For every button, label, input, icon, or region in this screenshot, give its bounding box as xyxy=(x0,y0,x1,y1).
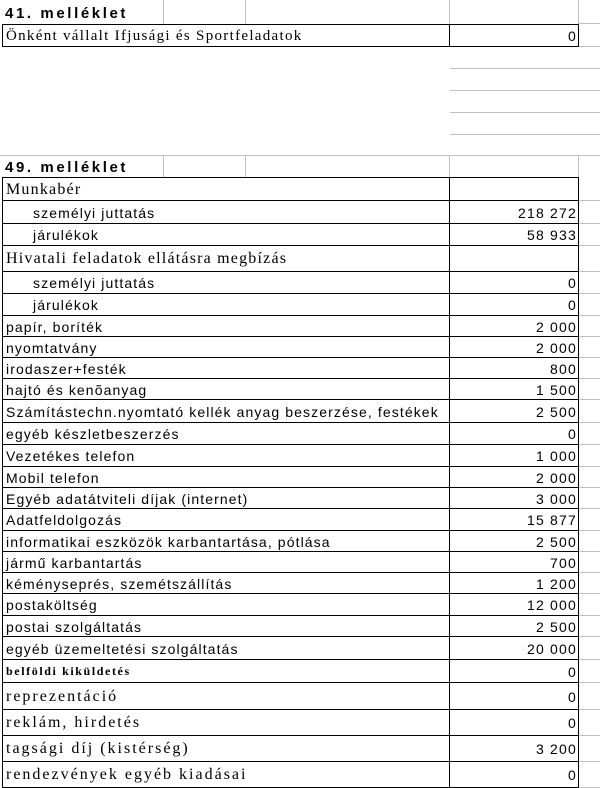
empty-cell[interactable] xyxy=(579,224,600,246)
table-row xyxy=(0,445,600,467)
section-header-row xyxy=(0,155,600,177)
row-amount[interactable]: 0 xyxy=(450,423,579,445)
row-label[interactable]: jármű karbantartás xyxy=(2,552,450,573)
table-row xyxy=(0,272,600,294)
row-label[interactable]: rendezvények egyéb kiadásai xyxy=(2,762,450,788)
empty-cell[interactable] xyxy=(579,316,600,337)
empty-cell[interactable] xyxy=(579,552,600,573)
row-label[interactable]: nyomtatvány xyxy=(2,337,450,358)
row-label[interactable]: postaköltség xyxy=(2,594,450,616)
table-row xyxy=(0,531,600,552)
table-row xyxy=(0,683,600,710)
table-row xyxy=(0,488,600,509)
row-label[interactable]: Adatfeldolgozás xyxy=(2,509,450,531)
section-title[interactable]: 41. melléklet xyxy=(5,4,129,22)
row-label[interactable]: járulékok xyxy=(2,224,450,246)
empty-cell[interactable] xyxy=(579,400,600,423)
row-amount[interactable]: 3 200 xyxy=(450,736,579,762)
row-label[interactable]: személyi juttatás xyxy=(2,272,450,294)
row-amount[interactable]: 3 000 xyxy=(450,488,579,509)
gridline xyxy=(163,155,164,177)
gridline xyxy=(450,134,600,135)
row-amount[interactable]: 2 000 xyxy=(450,467,579,488)
empty-cell[interactable] xyxy=(579,177,600,201)
table-row xyxy=(0,637,600,660)
row-amount[interactable]: 2 500 xyxy=(450,400,579,423)
gridline xyxy=(450,112,600,113)
table-row xyxy=(0,736,600,762)
row-amount[interactable]: 218 272 xyxy=(450,201,579,224)
gridline xyxy=(449,0,450,24)
row-amount[interactable]: 0 xyxy=(450,710,579,736)
empty-cell[interactable] xyxy=(579,423,600,445)
empty-cell[interactable] xyxy=(579,616,600,637)
gridline xyxy=(579,23,600,24)
table-row xyxy=(0,400,600,423)
table-row xyxy=(0,573,600,594)
row-amount[interactable]: 2 000 xyxy=(450,337,579,358)
row-amount[interactable]: 0 xyxy=(450,660,579,683)
table-row xyxy=(0,358,600,379)
row-label[interactable]: Mobil telefon xyxy=(2,467,450,488)
row-label[interactable]: egyéb készletbeszerzés xyxy=(2,423,450,445)
row-label[interactable]: Hivatali feladatok ellátásra megbízás xyxy=(2,246,450,272)
row-amount[interactable]: 0 xyxy=(450,683,579,710)
gridline xyxy=(450,68,600,69)
row-label[interactable]: Önként vállalt Ifjusági és Sportfeladatok xyxy=(2,24,450,47)
empty-cell[interactable] xyxy=(579,445,600,467)
row-label[interactable]: belföldi kiküldetés xyxy=(2,660,450,683)
row-label[interactable]: tagsági díj (kistérség) xyxy=(2,736,450,762)
gridline xyxy=(163,0,164,24)
empty-cell[interactable] xyxy=(579,710,600,736)
row-amount[interactable]: 0 xyxy=(450,24,579,47)
empty-cell[interactable] xyxy=(579,358,600,379)
empty-cell[interactable] xyxy=(579,683,600,710)
row-amount[interactable]: 0 xyxy=(450,294,579,316)
table-row xyxy=(0,423,600,445)
empty-cell[interactable] xyxy=(579,637,600,660)
row-amount[interactable] xyxy=(450,177,579,201)
empty-cell[interactable] xyxy=(579,379,600,400)
row-label[interactable]: Számítástechn.nyomtató kellék anyag beszerzése, festékek xyxy=(2,400,450,423)
row-amount[interactable]: 15 877 xyxy=(450,509,579,531)
empty-cell[interactable] xyxy=(579,736,600,762)
table-row xyxy=(0,316,600,337)
gridline xyxy=(578,155,579,177)
row-label[interactable]: Vezetékes telefon xyxy=(2,445,450,467)
row-amount[interactable]: 2 500 xyxy=(450,531,579,552)
table-row xyxy=(0,379,600,400)
empty-cell[interactable] xyxy=(579,762,600,788)
gridline xyxy=(450,90,600,91)
row-label[interactable]: Munkabér xyxy=(2,177,450,201)
gridline xyxy=(449,155,450,177)
gridline xyxy=(245,155,246,177)
row-amount[interactable]: 58 933 xyxy=(450,224,579,246)
section-header-row xyxy=(0,0,600,24)
row-amount[interactable]: 20 000 xyxy=(450,637,579,660)
gridline xyxy=(578,0,579,24)
row-amount[interactable]: 12 000 xyxy=(450,594,579,616)
empty-cell[interactable] xyxy=(579,246,600,272)
table-row xyxy=(0,467,600,488)
row-amount[interactable]: 1 500 xyxy=(450,379,579,400)
row-amount[interactable]: 2 500 xyxy=(450,616,579,637)
empty-cell[interactable] xyxy=(579,573,600,594)
table-row xyxy=(0,201,600,224)
table-row xyxy=(0,616,600,637)
table-row xyxy=(0,177,600,201)
row-label[interactable]: kéményseprés, szemétszállítás xyxy=(2,573,450,594)
empty-cell[interactable] xyxy=(579,594,600,616)
gridline xyxy=(0,155,600,156)
empty-cell[interactable] xyxy=(579,509,600,531)
empty-cell[interactable] xyxy=(579,660,600,683)
gridline xyxy=(245,0,246,24)
empty-cell[interactable] xyxy=(579,201,600,224)
row-amount[interactable]: 1 000 xyxy=(450,445,579,467)
row-label[interactable]: informatikai eszközök karbantartása, pótlása xyxy=(2,531,450,552)
row-label[interactable]: személyi juttatás xyxy=(2,201,450,224)
row-label[interactable]: egyéb üzemeltetési szolgáltatás xyxy=(2,637,450,660)
row-amount[interactable]: 1 200 xyxy=(450,573,579,594)
empty-cell[interactable] xyxy=(579,272,600,294)
empty-cell[interactable] xyxy=(579,24,600,47)
empty-cell[interactable] xyxy=(579,294,600,316)
table-row xyxy=(0,710,600,736)
row-amount[interactable]: 800 xyxy=(450,358,579,379)
row-amount[interactable]: 0 xyxy=(450,272,579,294)
empty-cell[interactable] xyxy=(579,467,600,488)
table-row xyxy=(0,552,600,573)
row-amount[interactable]: 2 000 xyxy=(450,316,579,337)
table-row xyxy=(0,337,600,358)
empty-cell[interactable] xyxy=(579,337,600,358)
row-label[interactable]: reklám, hirdetés xyxy=(2,710,450,736)
row-label[interactable]: papír, boríték xyxy=(2,316,450,337)
row-label[interactable]: irodaszer+festék xyxy=(2,358,450,379)
table-row xyxy=(0,24,600,47)
row-label[interactable]: járulékok xyxy=(2,294,450,316)
table-row xyxy=(0,294,600,316)
table-row xyxy=(0,594,600,616)
row-label[interactable]: postai szolgáltatás xyxy=(2,616,450,637)
table-row xyxy=(0,224,600,246)
row-label[interactable]: hajtó és kenõanyag xyxy=(2,379,450,400)
row-label[interactable]: reprezentáció xyxy=(2,683,450,710)
table-row xyxy=(0,762,600,788)
table-row xyxy=(0,509,600,531)
section-title[interactable]: 49. melléklet xyxy=(5,158,129,176)
empty-cell[interactable] xyxy=(579,531,600,552)
table-row xyxy=(0,660,600,683)
table-row xyxy=(0,246,600,272)
row-amount[interactable] xyxy=(450,246,579,272)
row-amount[interactable]: 700 xyxy=(450,552,579,573)
row-label[interactable]: Egyéb adatátviteli díjak (internet) xyxy=(2,488,450,509)
row-amount[interactable]: 0 xyxy=(450,762,579,788)
empty-cell[interactable] xyxy=(579,488,600,509)
